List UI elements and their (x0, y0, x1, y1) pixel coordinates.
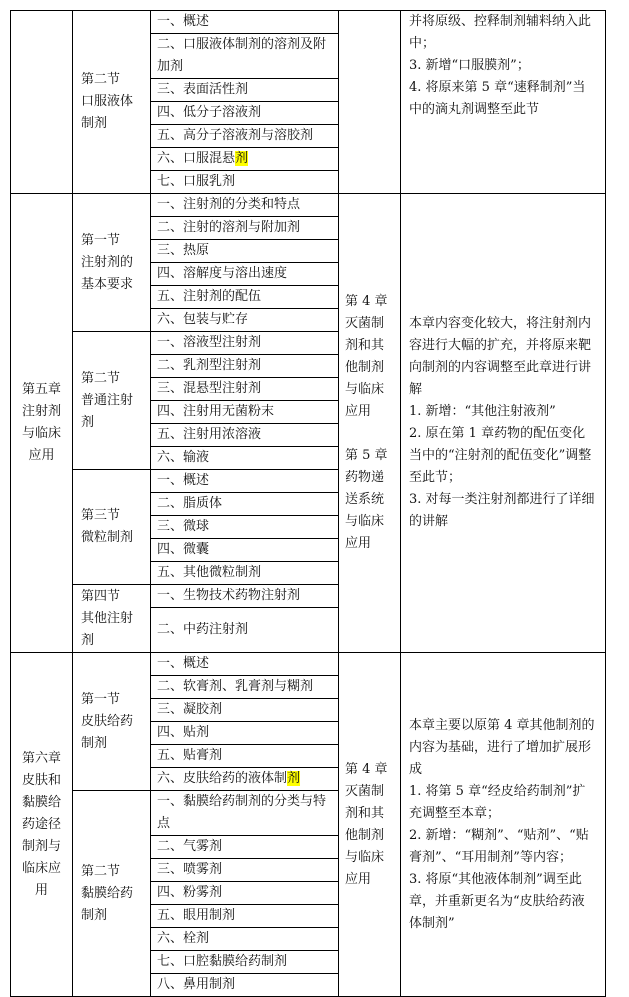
chapter-line: 用 (34, 882, 48, 898)
item-cell (151, 859, 339, 882)
item-text: 六、包装与贮存 (157, 312, 249, 327)
item-cell (151, 608, 339, 653)
reference-line: 与临床 (345, 382, 385, 397)
item-text: 四、注射用无菌粉末 (157, 404, 275, 419)
reference-line: 应用 (345, 871, 372, 887)
item-text: 三、微球 (157, 519, 210, 534)
section-title-cell (73, 791, 151, 997)
item-text: 五、贴膏剂 (157, 748, 223, 763)
item-text: 五、高分子溶液剂与溶胶剂 (157, 128, 314, 143)
item-cell (151, 699, 339, 722)
section-title-cell (73, 332, 151, 470)
item-cell (151, 882, 339, 905)
item-text: 一、概述 (157, 14, 210, 29)
section-title-line: 剂 (81, 632, 95, 648)
chapter-cell (11, 11, 73, 194)
change-note: 2. 原在第 1 章药物的配伍变化当中的“注射剂的配伍变化”调整至此节； (409, 426, 592, 485)
item-cell (151, 585, 339, 608)
item-text: 七、口腔黏膜给药制剂 (157, 954, 288, 969)
chapter-line: 应用 (28, 448, 55, 463)
item-text: 二、脂质体 (157, 496, 223, 511)
item-cell (151, 791, 339, 836)
item-cell (151, 676, 339, 699)
section-title-line: 制剂 (81, 116, 108, 131)
change-notes-cell (401, 194, 606, 653)
item-cell (151, 424, 339, 447)
item-text: 二、乳剂型注射剂 (157, 358, 262, 373)
change-notes-cell (401, 11, 606, 194)
reference-line: 剂和其 (345, 805, 385, 821)
chapter-cell (11, 194, 73, 653)
item-text: 五、其他微粒制剂 (157, 565, 262, 580)
chapter-line: 制剂与 (21, 838, 61, 854)
item-cell (151, 286, 339, 309)
item-text: 一、概述 (157, 656, 210, 671)
reference-line: 应用 (345, 536, 372, 551)
section-title-line: 基本要求 (81, 276, 134, 292)
section-title-line: 剂 (81, 414, 95, 430)
chapter-line: 临床应 (21, 860, 61, 876)
change-note: 3. 对每一类注射剂都进行了详细的讲解 (409, 492, 595, 529)
reference-line: 送系统 (345, 492, 385, 507)
item-cell (151, 217, 339, 240)
item-text: 一、生物技术药物注射剂 (157, 588, 301, 603)
section-title-line: 第二节 (81, 72, 121, 87)
item-text: 二、注射的溶剂与附加剂 (157, 220, 301, 235)
chapter-line: 注射剂 (21, 404, 61, 419)
reference-chapter-cell (339, 11, 401, 194)
section-title-line: 制剂 (81, 907, 108, 923)
section-title-cell (73, 470, 151, 585)
section-title-line: 第一节 (81, 232, 121, 248)
section-title-line: 普通注射 (81, 392, 134, 408)
reference-line: 他制剂 (345, 827, 385, 843)
highlighted-text: 剂 (287, 771, 301, 786)
item-cell (151, 194, 339, 217)
item-text: 一、注射剂的分类和特点 (157, 197, 301, 212)
item-text: 四、贴剂 (157, 725, 210, 740)
section-title-line: 第二节 (81, 863, 121, 879)
item-text: 六、输液 (157, 450, 210, 465)
item-cell (151, 951, 339, 974)
reference-line (345, 423, 394, 445)
curriculum-comparison-table (10, 10, 606, 997)
reference-line: 第 4 章 (345, 761, 388, 777)
item-text: 三、喷雾剂 (157, 862, 223, 877)
item-cell (151, 263, 339, 286)
item-text: 六、栓剂 (157, 931, 210, 946)
item-text: 二、中药注射剂 (157, 622, 249, 637)
section-title-cell (73, 585, 151, 653)
item-cell (151, 125, 339, 148)
item-text: 八、鼻用制剂 (157, 977, 236, 992)
change-note: 1. 新增：“其他注射液剂” (409, 404, 556, 419)
chapter-line: 第六章 (21, 750, 61, 766)
item-cell (151, 768, 339, 791)
item-text: 二、口服液体制剂的溶剂及附加剂 (157, 37, 327, 74)
reference-line: 灭菌制 (345, 316, 385, 331)
item-cell (151, 79, 339, 102)
item-text: 七、口服乳剂 (157, 174, 236, 189)
item-cell (151, 539, 339, 562)
change-notes-cell (401, 653, 606, 997)
reference-line: 药物递 (345, 470, 385, 485)
item-cell (151, 905, 339, 928)
section-title-cell (73, 653, 151, 791)
section-title-line: 第四节 (81, 588, 121, 604)
item-cell (151, 401, 339, 424)
item-cell (151, 836, 339, 859)
item-text: 四、粉雾剂 (157, 885, 223, 900)
reference-line: 灭菌制 (345, 783, 385, 799)
section-title-line: 第一节 (81, 691, 121, 707)
highlighted-text: 剂 (235, 151, 249, 166)
item-cell (151, 974, 339, 997)
section-title-line: 其他注射 (81, 610, 134, 626)
item-text: 三、混悬型注射剂 (157, 381, 262, 396)
change-note: 本章内容变化较大，将注射剂内容进行大幅的扩充，并将原来靶向制剂的内容调整至此章进行讲解 (409, 316, 592, 397)
item-cell (151, 332, 339, 355)
chapter-line: 第五章 (21, 382, 61, 397)
reference-line: 他制剂 (345, 360, 385, 375)
item-cell (151, 516, 339, 539)
item-text: 五、眼用制剂 (157, 908, 236, 923)
item-cell (151, 447, 339, 470)
reference-line: 剂和其 (345, 338, 385, 353)
section-title-line: 制剂 (81, 735, 108, 751)
reference-line: 应用 (345, 404, 372, 419)
reference-chapter-cell (339, 653, 401, 997)
chapter-line: 与临床 (21, 426, 61, 441)
item-cell (151, 928, 339, 951)
item-text: 四、微囊 (157, 542, 210, 557)
reference-line: 与临床 (345, 849, 385, 865)
change-note: 2. 新增：“糊剂”、“贴剂”、“贴膏剂”、“耳用制剂”等内容； (409, 827, 589, 865)
section-title-line: 第二节 (81, 370, 121, 386)
section-title-line: 黏膜给药 (81, 885, 134, 901)
section-title-line: 微粒制剂 (81, 530, 134, 545)
table-row (11, 653, 606, 676)
change-note: 4. 将原来第 5 章“速释制剂”当中的滴丸剂调整至此节 (409, 80, 586, 117)
section-title-cell (73, 11, 151, 194)
item-text: 六、口服混悬 (157, 151, 236, 166)
item-text: 一、溶液型注射剂 (157, 335, 262, 350)
chapter-cell (11, 653, 73, 997)
reference-line: 第 4 章 (345, 294, 388, 309)
item-cell (151, 378, 339, 401)
item-text: 三、凝胶剂 (157, 702, 223, 717)
item-text: 四、溶解度与溶出速度 (157, 266, 288, 281)
item-text: 三、表面活性剂 (157, 82, 249, 97)
reference-line: 与临床 (345, 514, 385, 529)
item-cell (151, 745, 339, 768)
table-row (11, 194, 606, 217)
item-cell (151, 240, 339, 263)
section-title-line: 第三节 (81, 508, 121, 523)
section-title-cell (73, 194, 151, 332)
change-note: 1. 将第 5 章“经皮给药制剂”扩充调整至本章； (409, 783, 586, 821)
item-text: 一、黏膜给药制剂的分类与特点 (157, 794, 327, 831)
item-text: 二、软膏剂、乳膏剂与糊剂 (157, 679, 314, 694)
reference-chapter-cell (339, 194, 401, 653)
item-cell (151, 562, 339, 585)
item-cell (151, 355, 339, 378)
item-text: 二、气雾剂 (157, 839, 223, 854)
reference-line: 第 5 章 (345, 448, 388, 463)
change-note: 并将原级、控释制剂辅料纳入此中； (409, 14, 592, 51)
item-text: 六、皮肤给药的液体制 (157, 771, 288, 786)
chapter-line: 皮肤和 (21, 772, 61, 788)
change-note: 3. 新增“口服膜剂”； (409, 58, 530, 73)
item-cell (151, 309, 339, 332)
item-text: 四、低分子溶液剂 (157, 105, 262, 120)
item-cell (151, 653, 339, 676)
chapter-line: 药途径 (21, 816, 61, 832)
item-cell (151, 493, 339, 516)
item-text: 三、热原 (157, 243, 210, 258)
chapter-line: 黏膜给 (21, 794, 61, 810)
section-title-line: 注射剂的 (81, 254, 134, 270)
section-title-line: 皮肤给药 (81, 713, 134, 729)
item-text: 五、注射用浓溶液 (157, 427, 262, 442)
item-cell (151, 722, 339, 745)
item-cell (151, 171, 339, 194)
item-cell (151, 102, 339, 125)
change-note: 3. 将原“其他液体制剂”调至此章，并重新更名为“皮肤给药液体制剂” (409, 871, 585, 931)
item-cell (151, 11, 339, 34)
change-note: 本章主要以原第 4 章其他制剂的内容为基础，进行了增加扩展形成 (409, 717, 595, 777)
item-cell (151, 148, 339, 171)
table-body (11, 11, 606, 997)
item-cell (151, 470, 339, 493)
item-cell (151, 34, 339, 79)
section-title-line: 口服液体 (81, 94, 134, 109)
table-row (11, 11, 606, 34)
item-text: 五、注射剂的配伍 (157, 289, 262, 304)
item-text: 一、概述 (157, 473, 210, 488)
